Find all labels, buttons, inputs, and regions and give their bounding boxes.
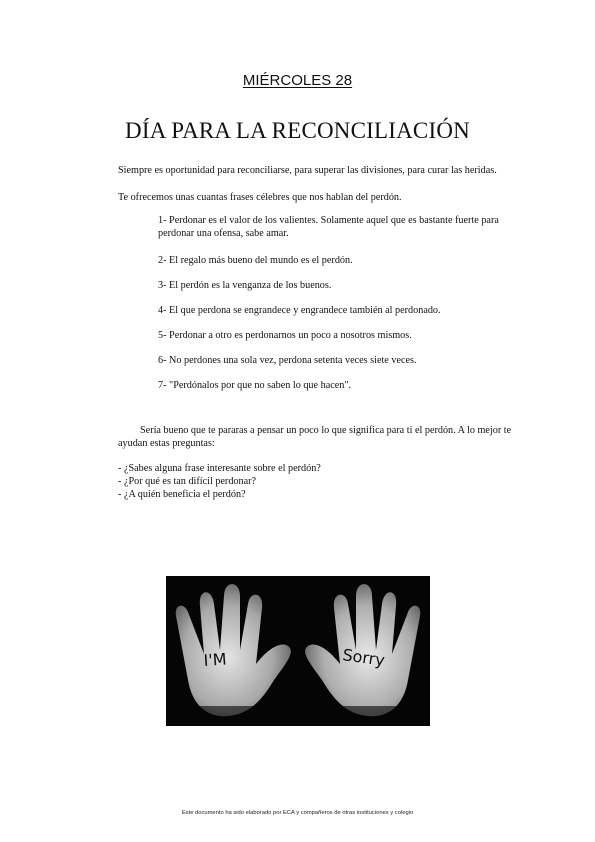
question-item: - ¿A quién beneficia el perdón? [118,489,246,500]
quote-item: 7- "Perdónalos por que no saben lo que hacen". [158,380,352,391]
intro-paragraph-1: Siempre es oportunidad para reconciliarse, para superar las divisiones, para curar las heridas. [118,165,497,176]
left-hand-text: I'M [202,649,228,670]
quote-item: 5- Perdonar a otro es perdonarnos un poco a nosotros mismos. [158,330,412,341]
day-header-text: MIÉRCOLES 28 [242,72,353,89]
quote-item: 3- El perdón es la venganza de los buenos. [158,280,332,291]
question-list [118,462,321,501]
hands-photo [166,576,430,726]
page-title: DÍA PARA LA RECONCILIACIÓN [125,118,470,143]
hands-illustration [166,576,430,726]
closing-line-2: ayudan estas preguntas: [118,438,215,449]
closing-paragraph [118,424,518,450]
question-item: - ¿Sabes alguna frase interesante sobre el perdón? [118,463,321,474]
quote-item: 6- No perdones una sola vez, perdona setenta veces siete veces. [158,355,417,366]
intro-paragraph-2: Te ofrecemos unas cuantas frases célebres que nos hablan del perdón. [118,192,402,203]
quote-list [158,214,503,392]
right-hand-text: Sorry [341,645,386,670]
closing-line-1: Sería bueno que te pararas a pensar un poco lo que significa para ti el perdón. A lo mejor te [140,425,512,436]
question-item: - ¿Por qué es tan difícil perdonar? [118,476,257,487]
quote-item: 1- Perdonar es el valor de los valientes. Solamente aquel que es bastante fuerte para perdonar una ofensa, sabe amar. [158,215,499,239]
quote-item: 4- El que perdona se engrandece y engrandece también al perdonado. [158,305,441,316]
quote-item: 2- El regalo más bueno del mundo es el perdón. [158,255,353,266]
footer-note: Este documento ha sido elaborado por ECA y compañeros de otras instituciones y colegio [181,810,414,816]
day-header [0,72,595,89]
